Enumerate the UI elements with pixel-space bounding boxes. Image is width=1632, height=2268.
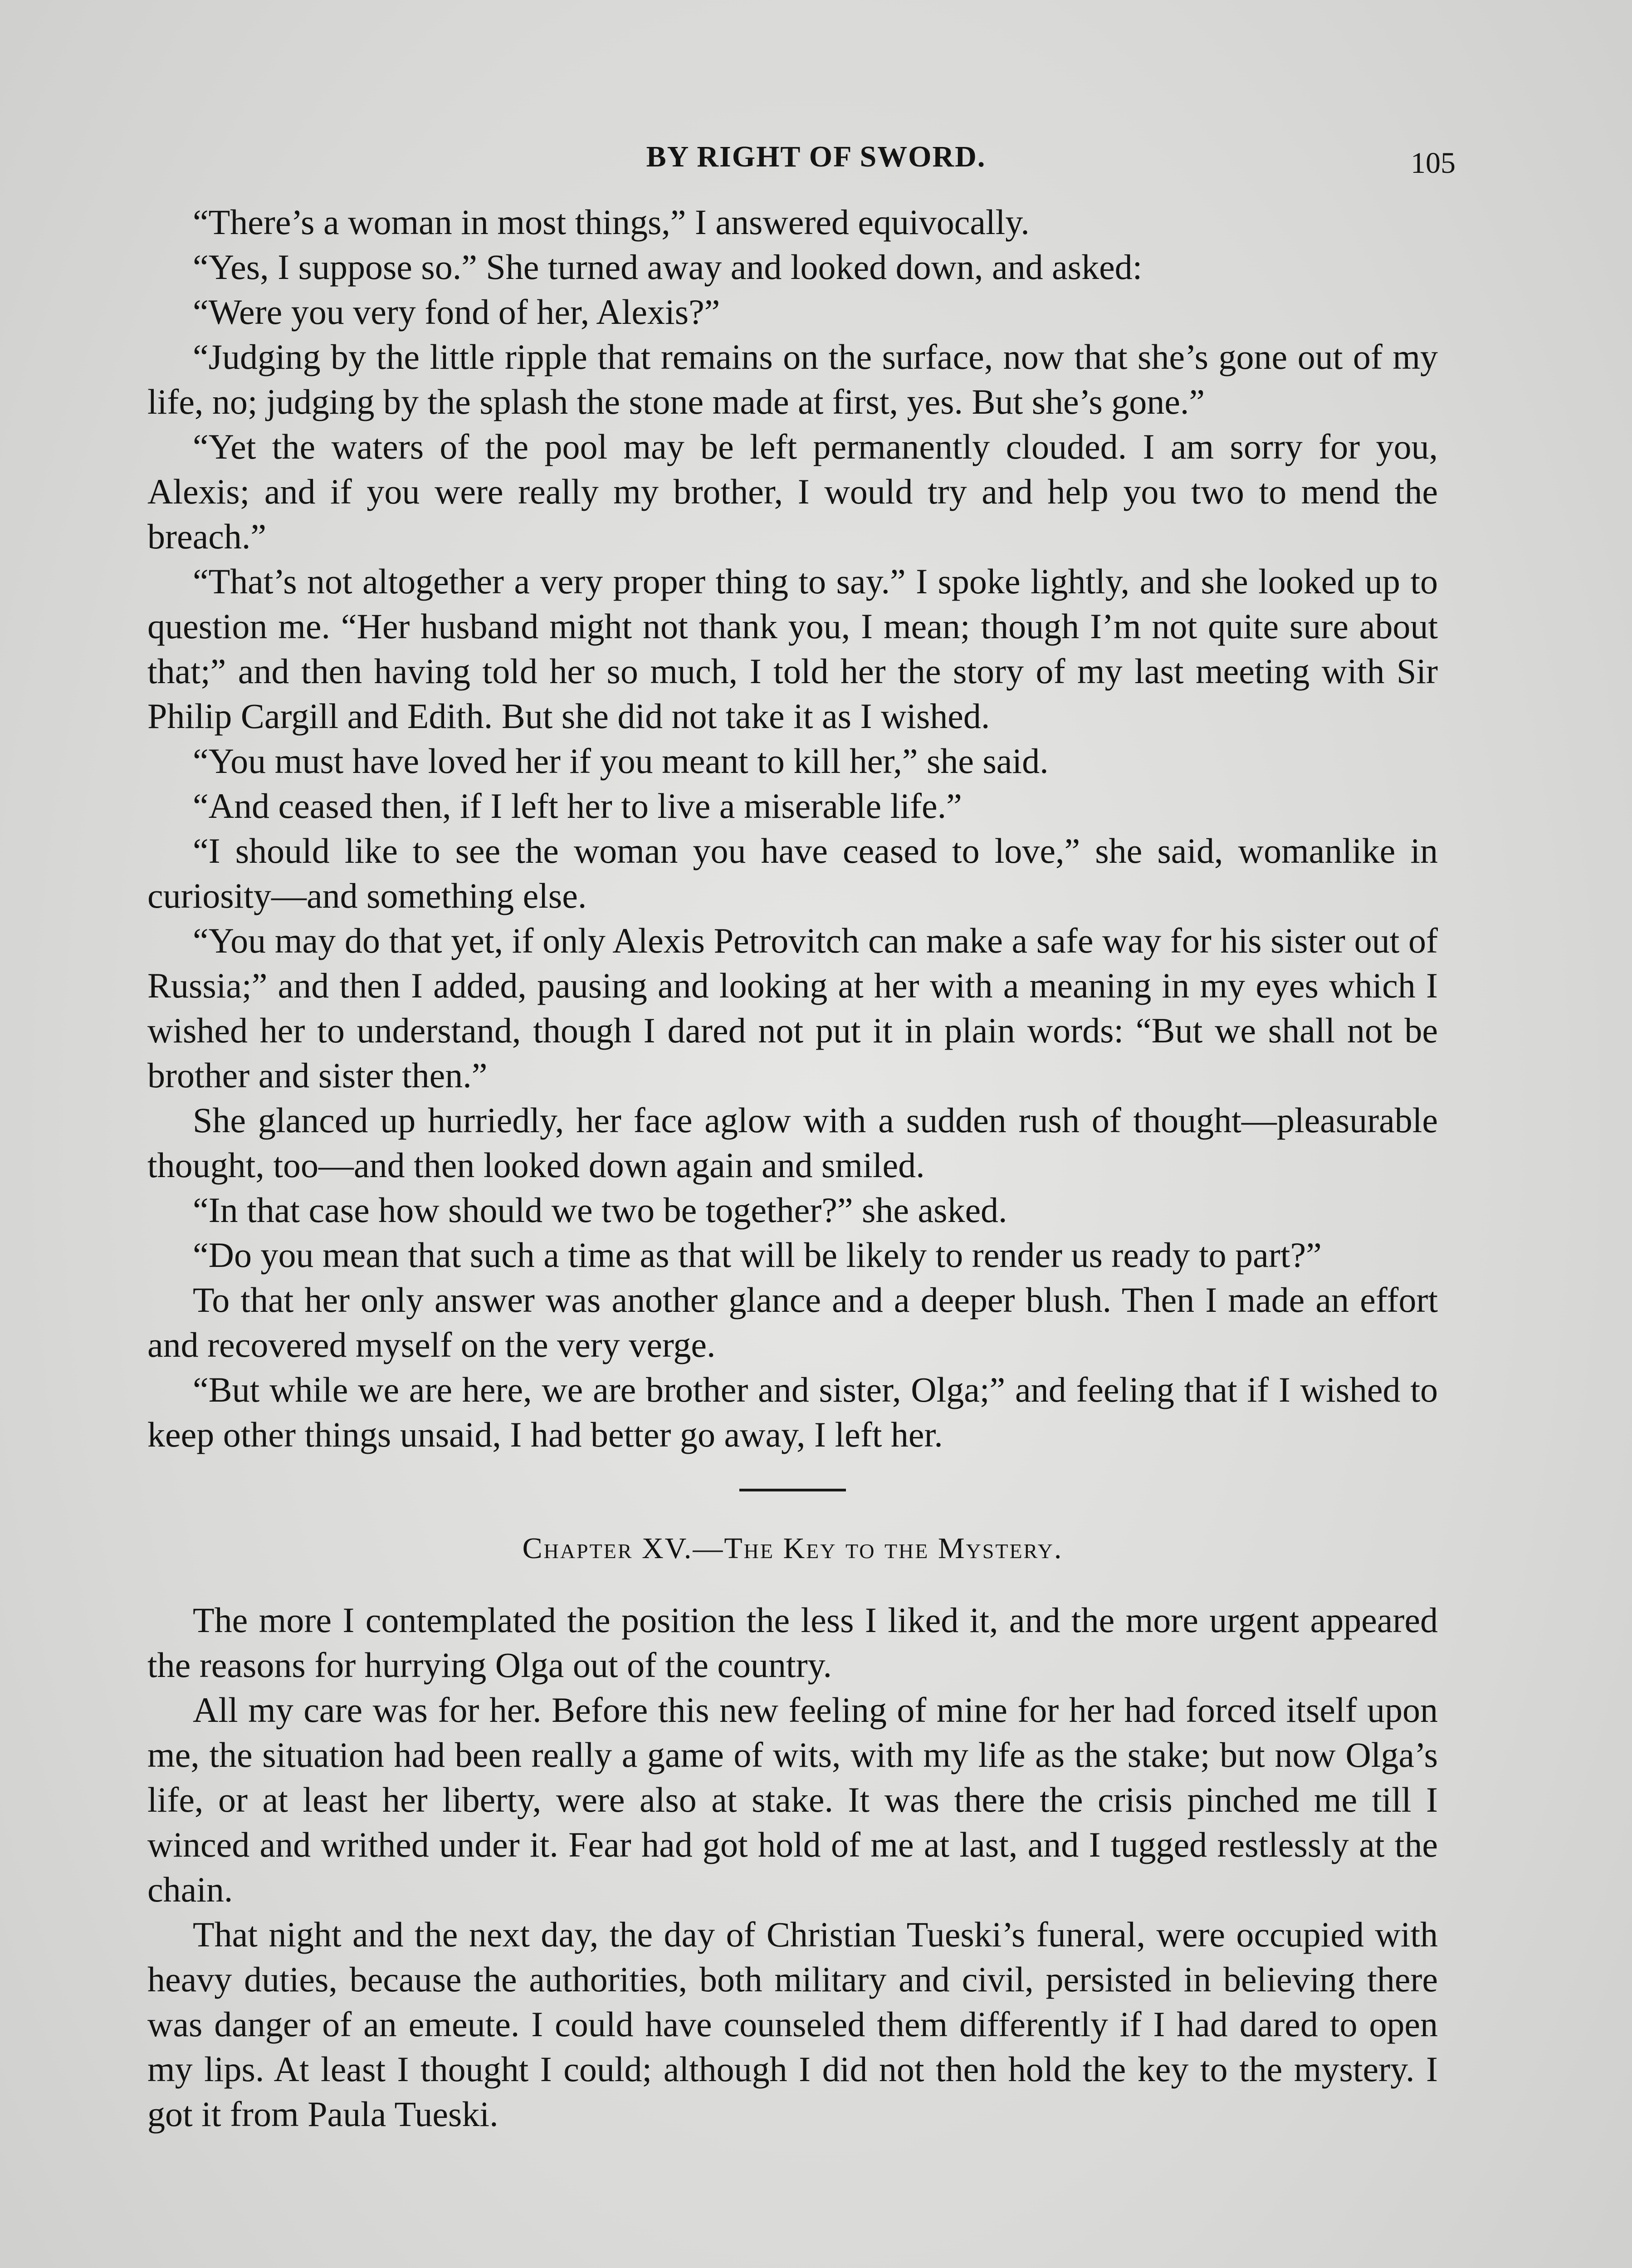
paragraph: “But while we are here, we are brother and sister, Olga;” and feeling that if I wished to keep other things unsaid, I had better go away, I left her. — [147, 1370, 1438, 1454]
paragraph: “And ceased then, if I left her to live a miserable life.” — [193, 786, 962, 826]
body-text — [147, 200, 1438, 2136]
paragraph: “Yet the waters of the pool may be left permanently clouded. I am sorry for you, Alexis; and if you were really my brother, I would try and help you two to mend the breach.” — [147, 427, 1438, 556]
section-divider — [739, 1489, 846, 1491]
page-number: 105 — [1411, 147, 1456, 180]
paragraph: “That’s not altogether a very proper thing to say.” I spoke lightly, and she looked up to question me. “Her husband might not thank you, I mean; though I’m not quite sure about that;” and then having told her so much, I told her the story of my last meeting with Sir Philip Cargill and Edith. But she did not take it as I wished. — [147, 562, 1438, 736]
paragraph: She glanced up hurriedly, her face aglow with a sudden rush of thought—pleasurable thought, too—and then looked down again and smiled. — [147, 1100, 1438, 1185]
paragraph: To that her only answer was another glance and a deeper blush. Then I made an effort and recovered myself on the very verge. — [147, 1280, 1438, 1364]
paragraph: “Judging by the little ripple that remains on the surface, now that she’s gone out of my life, no; judging by the splash the stone made at first, yes. But she’s gone.” — [147, 337, 1438, 421]
paragraph: “You may do that yet, if only Alexis Petrovitch can make a safe way for his sister out of Russia;” and then I added, pausing and looking at her with a meaning in my eyes which I wished her to understand, though I dared not put it in plain words: “But we shall not be brother and sister then.” — [147, 921, 1438, 1095]
paragraph: “Were you very fond of her, Alexis?” — [193, 292, 720, 332]
running-head: BY RIGHT OF SWORD. — [646, 140, 986, 173]
paragraph: “Do you mean that such a time as that will be likely to render us ready to part?” — [193, 1235, 1322, 1275]
paragraph: “There’s a woman in most things,” I answered equivocally. — [193, 202, 1030, 242]
paragraph: “In that case how should we two be together?” she asked. — [193, 1190, 1007, 1230]
paragraph: All my care was for her. Before this new feeling of mine for her had forced itself upon me, the situation had been really a game of wits, with my life as the stake; but now Olga’s life, or at least her liberty, were also at stake. It was there the crisis pinched me till I winced and writhed under it. Fear had got hold of me at last, and I tugged restlessly at the chain. — [147, 1690, 1438, 1909]
paragraph: That night and the next day, the day of Christian Tueski’s funeral, were occupied with heavy duties, because the authorities, both military and civil, persisted in believing there was danger of an emeute. I could have counseled them differently if I had dared to open my lips. At least I thought I could; although I did not then hold the key to the mystery. I got it from Paula Tueski. — [147, 1915, 1438, 2134]
paragraph: “I should like to see the woman you have ceased to love,” she said, womanlike in curiosity—and something else. — [147, 831, 1438, 915]
chapter-heading: Chapter XV.—The Key to the Mystery. — [522, 1532, 1063, 1565]
paragraph: “You must have loved her if you meant to kill her,” she said. — [193, 741, 1049, 781]
paragraph: The more I contemplated the position the less I liked it, and the more urgent appeared the reasons for hurrying Olga out of the country. — [147, 1600, 1438, 1685]
paragraph: “Yes, I suppose so.” She turned away and looked down, and asked: — [193, 247, 1143, 287]
